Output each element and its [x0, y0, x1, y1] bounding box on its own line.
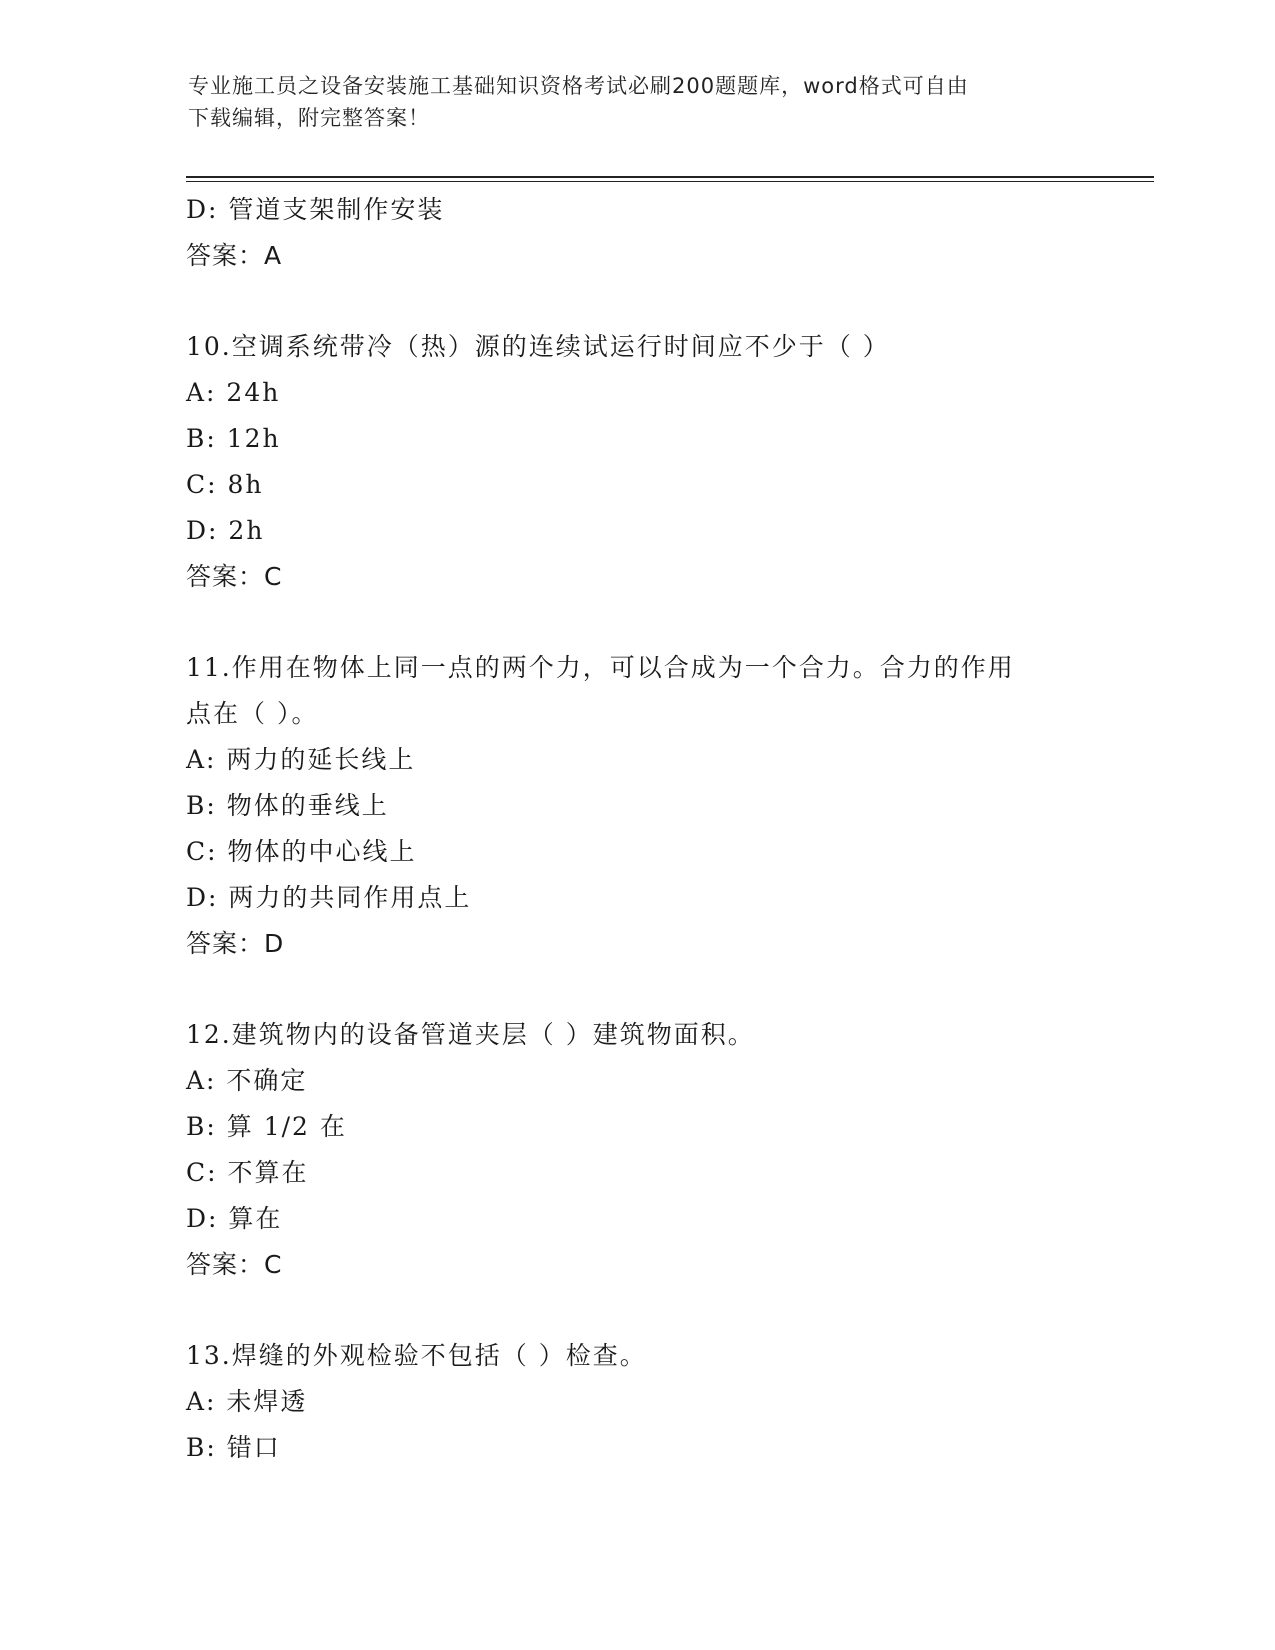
option-line: D: 管道支架制作安装	[186, 195, 445, 224]
option-line: C: 物体的中心线上	[186, 837, 417, 866]
answer-line: 答案：D	[186, 929, 285, 958]
option-line: A: 两力的延长线上	[186, 745, 416, 774]
question-text: 13.焊缝的外观检验不包括（ ）检查。	[186, 1341, 647, 1370]
header-line-2: 下载编辑，附完整答案！	[188, 106, 430, 130]
spacer	[186, 1288, 1086, 1333]
option-line: C: 8h	[186, 470, 264, 499]
spacer	[186, 600, 1086, 645]
option-line: D: 算在	[186, 1204, 283, 1233]
option-line: B: 错口	[186, 1433, 281, 1462]
option-line: A: 不确定	[186, 1066, 308, 1095]
header-line-1: 专业施工员之设备安装施工基础知识资格考试必刷200题题库，word格式可自由	[188, 74, 969, 98]
answer-line: 答案：C	[186, 1250, 283, 1279]
question-text: 点在（ ）。	[186, 699, 319, 728]
spacer	[186, 967, 1086, 1012]
answer-line: 答案：A	[186, 241, 283, 270]
spacer	[186, 279, 1086, 324]
document-header	[188, 70, 1068, 134]
question-list	[186, 187, 1086, 1471]
question-text: 12.建筑物内的设备管道夹层（ ）建筑物面积。	[186, 1020, 755, 1049]
option-line: C: 不算在	[186, 1158, 309, 1187]
option-line: A: 24h	[186, 378, 281, 407]
option-line: D: 两力的共同作用点上	[186, 883, 472, 912]
header-rule-thin	[186, 181, 1154, 182]
option-line: B: 算 1/2 在	[186, 1112, 347, 1141]
option-line: D: 2h	[186, 516, 265, 545]
header-rule-thick	[186, 176, 1154, 178]
answer-line: 答案：C	[186, 562, 283, 591]
question-text: 11.作用在物体上同一点的两个力，可以合成为一个合力。合力的作用	[186, 653, 1015, 682]
question-text: 10.空调系统带冷（热）源的连续试运行时间应不少于（ ）	[186, 332, 890, 361]
option-line: A: 未焊透	[186, 1387, 308, 1416]
option-line: B: 12h	[186, 424, 281, 453]
option-line: B: 物体的垂线上	[186, 791, 389, 820]
